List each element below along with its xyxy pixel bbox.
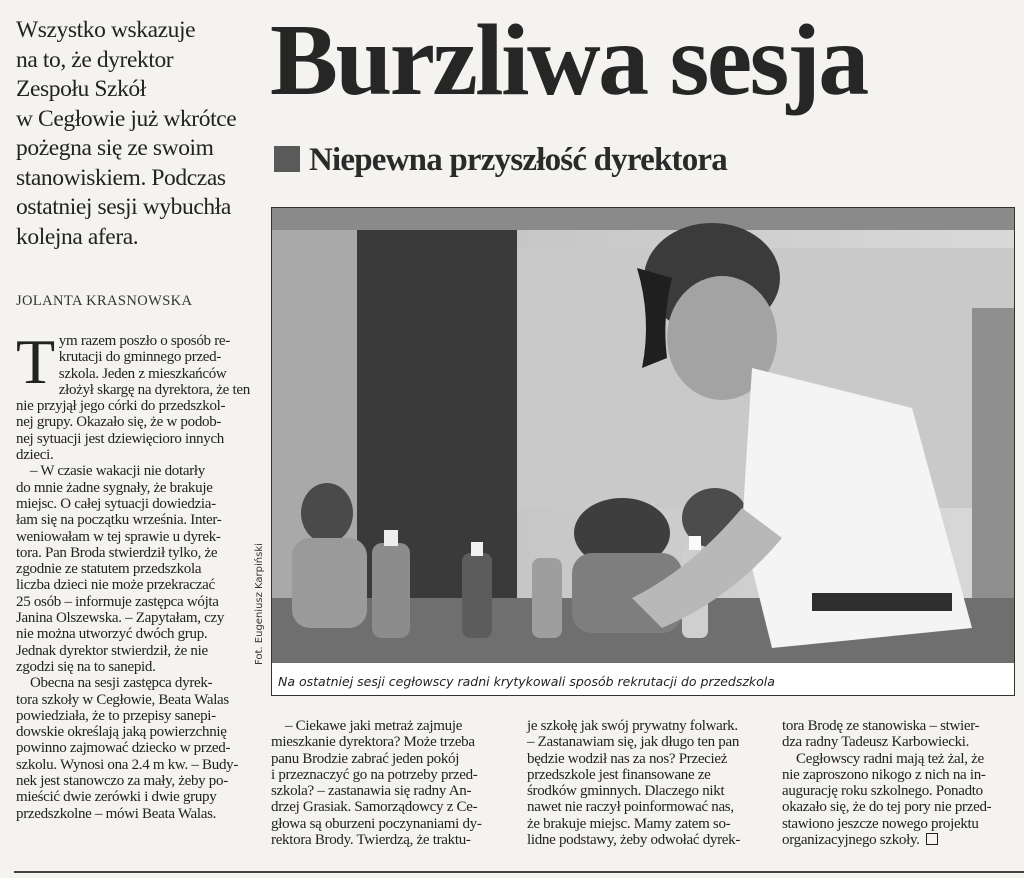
text-line: środków gminnych. Dlaczego nikt xyxy=(527,783,725,800)
text-line: Wszystko wskazuje xyxy=(16,17,196,43)
text-line: ostatniej sesji wybuchła xyxy=(16,194,231,220)
text-line: będzie wodził nas za nos? Przecież xyxy=(527,750,728,767)
text-line: dza radny Tadeusz Karbowiecki. xyxy=(782,734,970,751)
text-line: – Zastanawiam się, jak długo ten pan xyxy=(527,734,740,751)
text-line: do mnie żadne sygnały, że brakuje xyxy=(16,479,213,496)
lead-paragraph xyxy=(16,16,248,252)
text-line: tora. Pan Broda stwierdził tylko, że xyxy=(16,544,218,561)
text-line: – W czasie wakacji nie dotarły xyxy=(30,463,205,480)
text-line: złożył skargę na dyrektora, że ten xyxy=(58,381,250,398)
drop-cap: T xyxy=(16,326,55,397)
text-line: tora Brodę ze stanowiska – stwier- xyxy=(782,718,980,734)
text-line: stanowiskiem. Podczas xyxy=(16,164,226,191)
headline: Burzliwa sesja xyxy=(270,4,867,117)
article-column-4 xyxy=(782,718,1022,848)
text-line: – Ciekawe jaki metraż zajmuje xyxy=(285,718,463,734)
text-line: Obecna na sesji zastępca dyrek- xyxy=(30,675,213,692)
text-line: rektora Brody. Twierdzą, że traktu- xyxy=(271,832,471,849)
end-of-article-square-icon xyxy=(926,833,938,845)
text-line: Cegłowscy radni mają też żal, że xyxy=(796,750,984,767)
text-line: nawet nie raczył poinformować nas, xyxy=(527,799,734,816)
text-line: 25 osób – informuje zastępca wójta xyxy=(16,593,219,610)
subheadline-text: Niepewna przyszłość dyrektora xyxy=(309,142,727,178)
text-line: nie zaproszono nikogo z nich na in- xyxy=(782,766,986,783)
bottom-rule xyxy=(14,871,1024,873)
text-line: Zespołu Szkół xyxy=(16,76,146,102)
text-line: szkola. Jeden z mieszkańców xyxy=(58,365,227,382)
text-line: dzieci. xyxy=(16,447,54,464)
text-line: panu Brodzie zabrać jeden pokój xyxy=(271,750,460,767)
text-line: nej sytuacji jest dziewięcioro innych xyxy=(16,430,224,447)
text-line: drzej Grasiak. Samorządowcy z Ce- xyxy=(271,799,478,816)
text-line: mieścić dwie zerówki i dwie grupy xyxy=(16,789,217,806)
text-line: i przeznaczyć go na potrzeby przed- xyxy=(271,766,478,783)
text-line: lidne podstawy, żeby odwołać dyrek- xyxy=(527,832,741,849)
text-line: szkola? – zastanawia się radny An- xyxy=(271,783,472,800)
text-line: mieszkanie dyrektora? Może trzeba xyxy=(271,734,475,751)
text-line: kolejna afera. xyxy=(16,223,139,250)
subheadline xyxy=(274,140,727,180)
text-line: głowa są oburzeni poczynaniami dy- xyxy=(271,815,482,832)
text-line: szkolu. Wynosi ona 2.4 m kw. – Budy- xyxy=(16,756,239,773)
text-line: zgodnie ze statutem przedszkola xyxy=(16,561,202,578)
article-column-1 xyxy=(16,326,250,822)
text-line: organizacyjnego szkoły. xyxy=(782,832,1022,848)
text-line: powinno zajmować dziecko w przed- xyxy=(16,740,231,757)
text-line: krutacji do gminnego przed- xyxy=(58,349,222,366)
text-line: powiedziała, że to przepisy sanepi- xyxy=(16,707,216,724)
text-line: okazało się, że do tej pory nie przed- xyxy=(782,799,992,816)
text-line: nej grupy. Okazało się, że w podob- xyxy=(16,414,222,431)
text-line: pożegna się ze swoim xyxy=(16,135,214,161)
text-line: zgodzi się na to sanepid. xyxy=(16,658,156,675)
text-line: dowskie określają jaką powierzchnię xyxy=(16,724,227,741)
text-line: na to, że dyrektor xyxy=(16,46,174,73)
meeting-photo-illustration xyxy=(272,208,1014,663)
article-photo xyxy=(271,207,1015,696)
text-line: augurację roku szkolnego. Ponadto xyxy=(782,783,983,800)
square-bullet-icon xyxy=(274,146,300,172)
text-line: je szkołę jak swój prywatny folwark. xyxy=(527,718,738,734)
text-line: nek jest stanowczo za mały, żeby po- xyxy=(16,773,228,790)
text-line: że brakuje miejsc. Mamy zatem so- xyxy=(527,815,731,832)
text-line: przedszkole jest finansowane ze xyxy=(527,766,711,783)
text-line: stawiono jeszcze nowego projektu xyxy=(782,815,979,832)
photo-credit: Fot. Eugeniusz Karpiński xyxy=(254,543,265,665)
article-column-3 xyxy=(527,718,767,848)
author-byline: JOLANTA KRASNOWSKA xyxy=(16,293,193,309)
text-line: tora szkoły w Cegłowie, Beata Walas xyxy=(16,691,229,708)
text-line: Jednak dyrektor stwierdził, że nie xyxy=(16,642,208,659)
article-column-2 xyxy=(271,718,511,848)
text-line: w Cegłowie już wkrótce xyxy=(16,105,237,132)
text-line: przedszkolne – mówi Beata Walas. xyxy=(16,805,217,822)
text-line: Janina Olszewska. – Zapytałam, czy xyxy=(16,610,225,627)
text-line: miejsc. O całej sytuacji dowiedzia- xyxy=(16,495,216,512)
text-line: liczba dzieci nie może przekraczać xyxy=(16,577,215,594)
photo-caption: Na ostatniej sesji cegłowscy radni krytykowali sposób rekrutacji do przedszkola xyxy=(278,674,775,689)
text-line: łam się na początku września. Inter- xyxy=(16,512,222,529)
text-line: weniowałam w tej sprawie u dyrek- xyxy=(16,528,221,545)
text-line: nie przyjął jego córki do przedszkol- xyxy=(16,398,226,415)
text-line: nie można utworzyć dwóch grup. xyxy=(16,626,208,643)
text-line: ym razem poszło o sposób re- xyxy=(58,333,230,349)
